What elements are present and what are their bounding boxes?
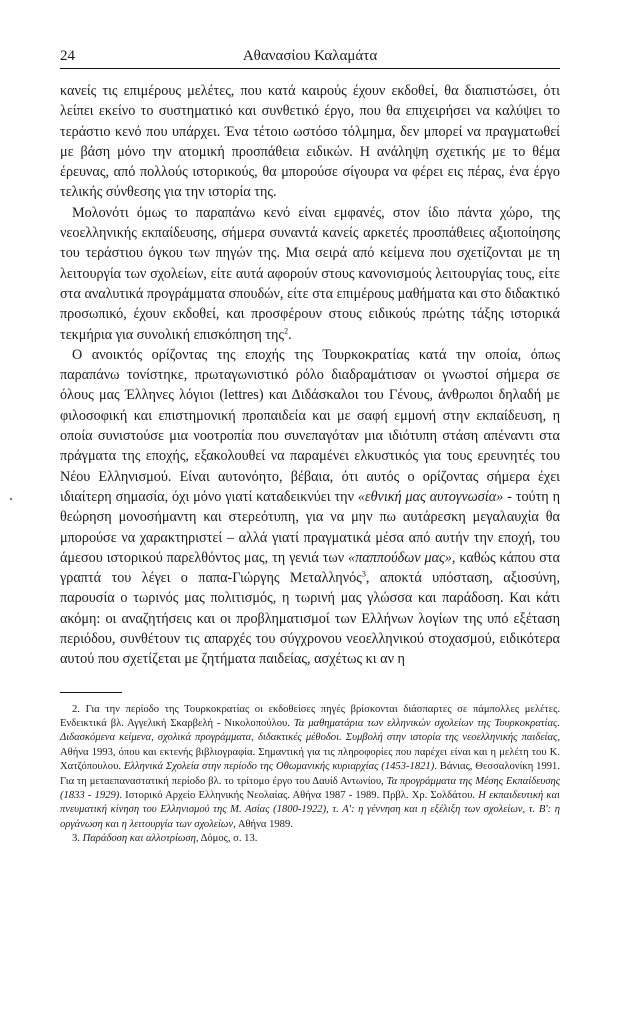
fn3-number: 3. (72, 833, 83, 845)
speck-mark (10, 498, 12, 500)
fn2-text-i: , Αθήνα 1989. (233, 818, 293, 830)
paragraph-1-text: κανείς τις επιμέρους μελέτες, που κατά καιρούς έχουν εκδοθεί, θα διαπιστώσει, ότι λείπει εκείνο το συστηματικό και συνθετικό έργο, που θα επιχειρήσει να καλύψει το τεράστιο κενό που υπάρχει. Ένα τέτοιο ωστόσο τόλμημα, δεν μπορεί να πραγματωθεί με βάση μόνο την ατομική προσπάθεια ειδικών. Η ανάληψη σχετικής με το θέμα έρευνας, από πολλούς ιστορικούς, θα μπορούσε σίγουρα να φέρει εις πέρας, ένα έργο τελικής σύνθεσης για την ιστορία της. (60, 83, 560, 201)
fn2-text-e: . Βάνιας, Θεσσαλονίκη 1991. Για τη μεταεπαναστατική περίοδο βλ. το τρίτομο έργο του Δαυίδ Αντωνίου, (60, 761, 561, 787)
fn2-text-g: . Ιστορικό Αρχείο Ελληνικής Νεολαίας. Αθήνα 1987 - 1989. Πρβλ. Χρ. Σολδάτου. (119, 790, 479, 802)
fn2-title-4: Η εκπαιδευτική και πνευματική κίνηση του Ελληνισμού της Μ. Ασίας (1800-1922), τ. Α': η γέννηση και η εξέλιξη των σχολείων, τ. Β': η οργάνωση και η λειτουργία των σχολείων (60, 790, 560, 830)
footnote-ref-2: 2 (284, 325, 289, 335)
footnote-ref-3: 3 (361, 569, 366, 579)
fn3-title: Παράδοση και αλλοτρίωση (82, 833, 196, 845)
paragraph-1 (60, 81, 560, 203)
running-header (60, 48, 560, 69)
paragraph-3-text-c: , καθώς κάπου στα γραπτά του λέγει ο παπα-Γιώργης Μεταλληνός (60, 549, 560, 587)
fn2-title-2: Ελληνικά Σχολεία στην περίοδο της Οθωμανικής κυριαρχίας (1453-1821) (123, 761, 435, 773)
page-number: 24 (60, 48, 75, 64)
paragraph-3-text-d: , αποκτά υπόσταση, αξιοσύνη, παρουσία ο τωρινός μας πολιτισμός, η τωρινή μας γλώσσα και παράδοση. Και κάτι ακόμη: οι αναζητήσεις και οι προβληματισμοί των Ελλήνων λογίων της υπό εξέταση περιόδου, συνθέτουν τις απαρχές του σύγχρονου νεοελληνικού στοχασμού, ειδικότερα αυτού που σχετίζεται με ζητήματα παιδείας, ασχέτως κι αν η (60, 570, 561, 668)
paragraph-2-text: Μολονότι όμως το παραπάνω κενό είναι εμφανές, στον ίδιο πάντα χώρο, της νεοελληνικής εκπαίδευσης, σήμερα συναντά κανείς αρκετές προσπάθειες αξιοποίησης του τεράστιου όγκου των πηγών της. Μια σειρά από κείμενα που σχετίζονται με τη λειτουργία των σχολείων, είτε αυτά αφορούν στους κανονισμούς λειτουργίας τους, είτε στα αναλυτικά προγράμματα σπουδών, είτε στα επιμέρους μαθήματα και στο διδακτικό προσωπικό, έχουν εκδοθεί, και προσφέρουν στους ειδικούς πρώτης τάξης ιστορικά τεκμήρια για συνολική επισκόπηση της (60, 204, 560, 343)
paragraph-3-text-b: - τούτη η θεώρηση μονοσήμαντη και στερεότυπη, για να μην πω αυτάρεσκη μεγαλαυχία θα μπορούσε να χαρακτηριστεί – αλλά γιατί πραγματικά μέσα από αυτήν την εποχή, του άμεσου ιστορικού παρελθόντος μας, τη γενιά των (60, 488, 560, 566)
fn3-text: , Δόμος, σ. 13. (195, 833, 258, 845)
fn2-text-c: , Αθήνα 1993, όπου και εκτενής βιβλιογραφία. Σημαντική για τις πληροφορίες που παρέχει είναι και η μελέτη του Κ. Χατζόπουλου. (60, 732, 560, 773)
main-text (60, 81, 560, 670)
page (60, 48, 560, 847)
paragraph-2-end: . (288, 326, 292, 343)
paragraph-3-text-a: Ο ανοικτός ορίζοντας της εποχής της Τουρκοκρατίας κατά την οποία, όπως παραπάνω τονίστηκε, πρωταγωνιστικό ρόλο διαδραμάτισαν οι γνωστοί σήμερα σε όλους μας Έλληνες λόγιοι (lettres) και Διδάσκαλοι του Γένους, άνθρωποι δηλαδή με φιλοσοφική και επιστημονική προπαιδεία και με σαφή εμμονή στην εκπαίδευση, η οποία συνιστούσε μια νοοτροπία που συνεπαγόταν μια ιδιότυπη στάση απέναντι στα πράγματα της εποχής, εξακολουθεί να παραμένει ελκυστικός για τους ερευνητές του Νέου Ελληνισμού. Είναι αυτονόητο, βέβαια, ότι αυτός ο ορίζοντας σήμερα έχει ιδιαίτερη σημασία, όχι μόνο γιατί καταδεικνύει την (60, 346, 560, 505)
fn2-title-1: Τα μαθηματάρια των ελληνικών σχολείων της Τουρκοκρατίας. Διδασκόμενα κείμενα, σχολικά προγράμματα, διδακτικές μέθοδοι. Συμβολή στην ιστορία της νεοελληνικής παιδείας (60, 718, 560, 744)
paragraph-3-emphasis-1: «εθνική μας αυτογνωσία» (357, 488, 504, 505)
paragraph-3-emphasis-2: «παππούδων μας» (348, 549, 452, 566)
fn2-title-3: Τα προγράμματα της Μέσης Εκπαίδευσης (1833 - 1929) (60, 775, 561, 802)
footnote-3 (60, 832, 560, 846)
footnotes (60, 703, 560, 847)
running-head-title: Αθανασίου Καλαμάτα (242, 48, 378, 64)
paragraph-2 (60, 203, 560, 345)
footnote-2 (60, 703, 560, 833)
paragraph-3 (60, 345, 560, 670)
fn2-text-a: 2. Για την περίοδο της Τουρκοκρατίας οι εκδοθείσες πηγές βρίσκονται διάσπαρτες σε πάμπολλες μελέτες. Ενδεικτικά βλ. Αγγελική Σκαρβελή - Νικολοπούλου. (60, 703, 560, 730)
footnote-divider (60, 692, 122, 693)
